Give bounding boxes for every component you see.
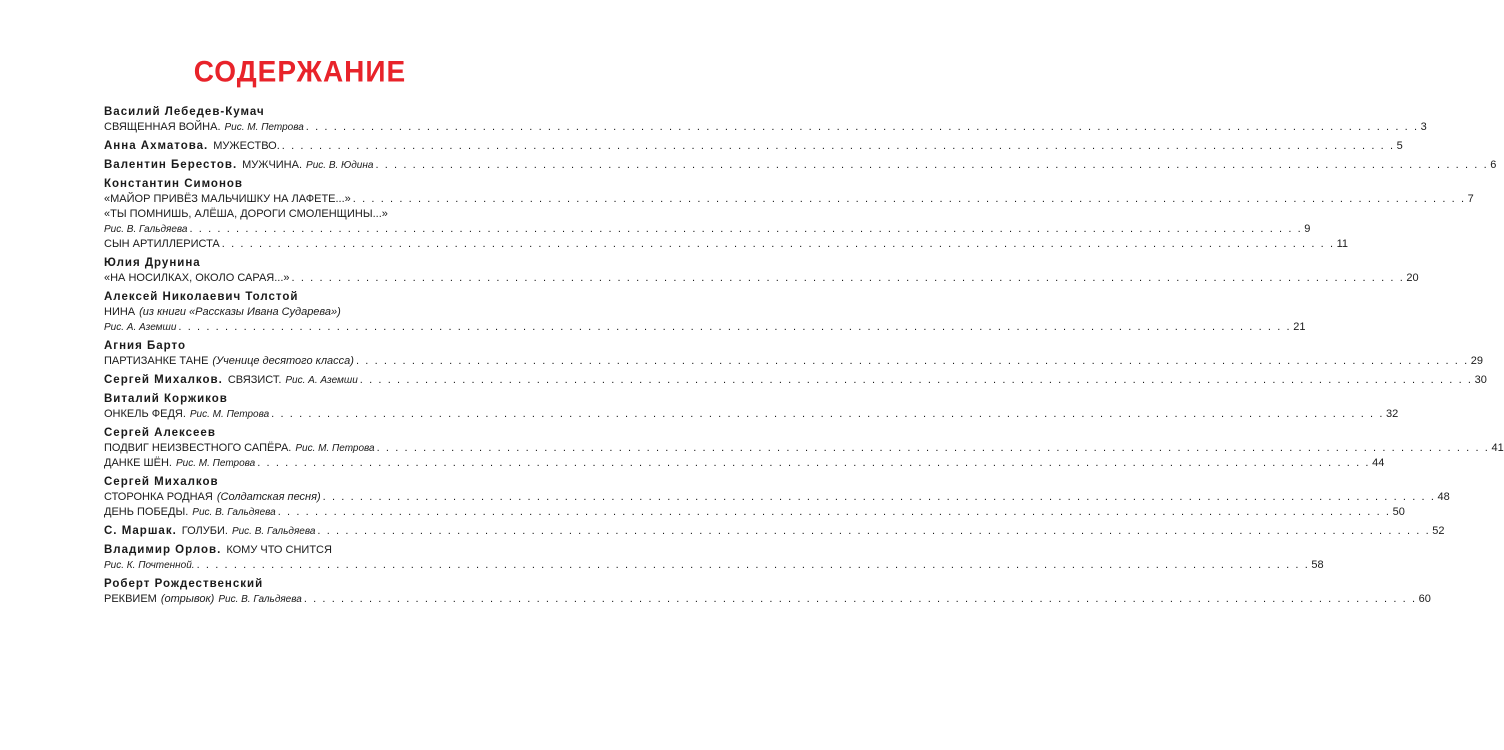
- page-number: 29: [1470, 355, 1484, 367]
- page-number: 60: [1418, 593, 1431, 605]
- toc-line[interactable]: [104, 139, 1403, 154]
- dot-leader: . . . . . . . . . . . . . . . . . . . . . . . . . . . . . . . . . . . . . . . . . . . . . . . . . . . . . . . . . . . . . . . . . . . . . . . . . . . . . . . . . . . . . . . . . . . . . . . . . . . . . . . . . . . . . . . . . . . . . . . .: [355, 355, 1469, 367]
- author-name: Юлия Друнина: [104, 257, 201, 269]
- toc-entry: [104, 475, 1450, 520]
- dot-leader: . . . . . . . . . . . . . . . . . . . . . . . . . . . . . . . . . . . . . . . . . . . . . . . . . . . . . . . . . . . . . . . . . . . . . . . . . . . . . . . . . . . . . . . . . . . . . . . . . . . . . . . . . . . . . . . . . . . . . . . .: [178, 321, 1292, 333]
- author-name: Валентин Берестов.: [104, 159, 238, 171]
- toc-line[interactable]: [104, 490, 1450, 505]
- author-name: Сергей Михалков.: [104, 374, 223, 386]
- work-subtitle: (Ученице десятого класса): [212, 355, 354, 367]
- illustrator-credit: Рис. М. Петрова: [189, 409, 270, 420]
- dot-leader: . . . . . . . . . . . . . . . . . . . . . . . . . . . . . . . . . . . . . . . . . . . . . . . . . . . . . . . . . . . . . . . . . . . . . . . . . . . . . . . . . . . . . . . . . . . . . . . . . . . . . . . . . . . . . . . . . . . . . . . .: [291, 272, 1405, 284]
- toc-line[interactable]: [104, 354, 1484, 369]
- author-name: Василий Лебедев-Кумач: [104, 106, 265, 118]
- author-name: Константин Симонов: [104, 178, 243, 190]
- work-subtitle: (отрывок): [160, 593, 215, 605]
- work-title: ДАНКЕ ШЁН.: [104, 457, 172, 469]
- toc-line[interactable]: [104, 207, 487, 222]
- illustrator-credit: Рис. В. Гальдяева: [192, 507, 276, 518]
- author-name: Алексей Николаевич Толстой: [104, 291, 299, 303]
- dot-leader: . . . . . . . . . . . . . . . . . . . . . . . . . . . . . . . . . . . . . . . . . . . . . . . . . . . . . . . . . . . . . . . . . . . . . . . . . . . . . . . . . . . . . . . . . . . . . . . . . . . . . . . . . . . . . . . . . . . . . . . .: [196, 559, 1310, 571]
- page-number: 50: [1392, 506, 1405, 518]
- dot-leader: . . . . . . . . . . . . . . . . . . . . . . . . . . . . . . . . . . . . . . . . . . . . . . . . . . . . . . . . . . . . . . . . . . . . . . . . . . . . . . . . . . . . . . . . . . . . . . . . . . . . . . . . . . . . . . . . . . . . . . . .: [271, 408, 1384, 420]
- toc-line[interactable]: [104, 271, 1419, 286]
- toc-entry: [104, 256, 1419, 286]
- toc-entry: [104, 426, 1504, 471]
- page-title: СОДЕРЖАНИЕ: [193, 55, 407, 88]
- toc-line[interactable]: [104, 120, 1427, 135]
- author-name: С. Маршак.: [104, 525, 177, 537]
- dot-leader: . . . . . . . . . . . . . . . . . . . . . . . . . . . . . . . . . . . . . . . . . . . . . . . . . . . . . . . . . . . . . . . . . . . . . . . . . . . . . . . . . . . . . . . . . . . . . . . . . . . . . . . . . . . . . . . . . . . . . . . .: [305, 121, 1419, 133]
- toc-line[interactable]: [104, 505, 1405, 520]
- page-number: 41: [1491, 442, 1504, 454]
- dot-leader: . . . . . . . . . . . . . . . . . . . . . . . . . . . . . . . . . . . . . . . . . . . . . . . . . . . . . . . . . . . . . . . . . . . . . . . . . . . . . . . . . . . . . . . . . . . . . . . . . . . . . . . . . . . . . . . . . . . . . . . .: [189, 223, 1303, 235]
- toc-entry: [104, 524, 1445, 539]
- dot-leader: . . . . . . . . . . . . . . . . . . . . . . . . . . . . . . . . . . . . . . . . . . . . . . . . . . . . . . . . . . . . . . . . . . . . . . . . . . . . . . . . . . . . . . . . . . . . . . . . . . . . . . . . . . . . . . . . . . . . . . . .: [277, 506, 1391, 518]
- toc-entry: [104, 177, 1474, 252]
- dot-leader: . . . . . . . . . . . . . . . . . . . . . . . . . . . . . . . . . . . . . . . . . . . . . . . . . . . . . . . . . . . . . . . . . . . . . . . . . . . . . . . . . . . . . . . . . . . . . . . . . . . . . . . . . . . . . . . . . . . . . . . .: [303, 593, 1417, 605]
- toc-entry: [104, 158, 1497, 173]
- page-number: 21: [1293, 321, 1306, 333]
- toc-line[interactable]: [104, 558, 1324, 573]
- page-number: 44: [1372, 457, 1385, 469]
- page-number: 7: [1467, 193, 1474, 205]
- work-title: ПАРТИЗАНКЕ ТАНЕ: [104, 355, 209, 367]
- dot-leader: . . . . . . . . . . . . . . . . . . . . . . . . . . . . . . . . . . . . . . . . . . . . . . . . . . . . . . . . . . . . . . . . . . . . . . . . . . . . . . . . . . . . . . . . . . . . . . . . . . . . . . . . . . . . . . . . . . . . . . . .: [281, 140, 1395, 152]
- illustrator-credit: Рис. М. Петрова: [175, 458, 256, 469]
- work-title: ОНКЕЛЬ ФЕДЯ.: [104, 408, 186, 420]
- toc-line[interactable]: [104, 407, 1399, 422]
- page-number: 6: [1490, 159, 1497, 171]
- toc-line[interactable]: [104, 192, 1474, 207]
- page-number: 32: [1386, 408, 1399, 420]
- toc-line[interactable]: [104, 592, 1431, 607]
- toc-entry: [104, 577, 1431, 607]
- dot-leader: . . . . . . . . . . . . . . . . . . . . . . . . . . . . . . . . . . . . . . . . . . . . . . . . . . . . . . . . . . . . . . . . . . . . . . . . . . . . . . . . . . . . . . . . . . . . . . . . . . . . . . . . . . . . . . . . . . . . . . . .: [221, 238, 1335, 250]
- page-number: 11: [1336, 238, 1349, 250]
- dot-leader: . . . . . . . . . . . . . . . . . . . . . . . . . . . . . . . . . . . . . . . . . . . . . . . . . . . . . . . . . . . . . . . . . . . . . . . . . . . . . . . . . . . . . . . . . . . . . . . . . . . . . . . . . . . . . . . . . . . . . . . .: [322, 491, 1436, 503]
- work-title: «ТЫ ПОМНИШЬ, АЛЁША, ДОРОГИ СМОЛЕНЩИНЫ...»: [104, 208, 388, 220]
- dot-leader: . . . . . . . . . . . . . . . . . . . . . . . . . . . . . . . . . . . . . . . . . . . . . . . . . . . . . . . . . . . . . . . . . . . . . . . . . . . . . . . . . . . . . . . . . . . . . . . . . . . . . . . . . . . . . . . . . . . . . . . .: [257, 457, 1371, 469]
- illustrator-credit: Рис. В. Гальдяева: [231, 526, 316, 537]
- table-of-contents: [104, 105, 1504, 607]
- toc-entry: [104, 290, 1306, 335]
- toc-line[interactable]: [104, 373, 1487, 388]
- toc-entry: [104, 139, 1403, 154]
- author-name: Агния Барто: [104, 340, 187, 352]
- toc-line[interactable]: [104, 543, 487, 558]
- work-title: НИНА: [104, 306, 136, 318]
- toc-entry: [104, 339, 1484, 369]
- author-name: Владимир Орлов.: [104, 544, 222, 556]
- work-title: «НА НОСИЛКАХ, ОКОЛО САРАЯ...»: [104, 272, 290, 284]
- author-name: Сергей Алексеев: [104, 427, 216, 439]
- work-title: КОМУ ЧТО СНИТСЯ: [226, 544, 332, 556]
- author-name: Роберт Рождественский: [104, 578, 264, 590]
- illustrator-credit: Рис. В. Гальдяева: [218, 594, 302, 605]
- illustrator-credit: Рис. А. Аземши: [285, 375, 358, 386]
- toc-line[interactable]: [104, 305, 487, 320]
- author-name: Виталий Коржиков: [104, 393, 228, 405]
- toc-entry: [104, 543, 1324, 573]
- dot-leader: . . . . . . . . . . . . . . . . . . . . . . . . . . . . . . . . . . . . . . . . . . . . . . . . . . . . . . . . . . . . . . . . . . . . . . . . . . . . . . . . . . . . . . . . . . . . . . . . . . . . . . . . . . . . . . . . . . . . . . . .: [376, 442, 1490, 454]
- work-title: ДЕНЬ ПОБЕДЫ.: [104, 506, 189, 518]
- illustrator-credit: Рис. М. Петрова: [295, 443, 375, 454]
- work-title: РЕКВИЕМ: [104, 593, 157, 605]
- work-title: ГОЛУБИ.: [181, 525, 228, 537]
- toc-line[interactable]: [104, 320, 1306, 335]
- work-subtitle: (из книги «Рассказы Ивана Сударева»): [139, 306, 341, 318]
- illustrator-credit: Рис. К. Почтенной.: [104, 560, 195, 571]
- page-number: 20: [1406, 272, 1419, 284]
- page-number: 52: [1432, 525, 1445, 537]
- work-title: СВЯЩЕННАЯ ВОЙНА.: [104, 121, 221, 133]
- author-name: Сергей Михалков: [104, 476, 219, 488]
- page-number: 5: [1396, 140, 1403, 152]
- work-title: СЫН АРТИЛЛЕРИСТА: [104, 238, 220, 250]
- toc-line[interactable]: [104, 456, 1385, 471]
- toc-line[interactable]: [104, 158, 1497, 173]
- toc-line[interactable]: [104, 222, 1311, 237]
- dot-leader: . . . . . . . . . . . . . . . . . . . . . . . . . . . . . . . . . . . . . . . . . . . . . . . . . . . . . . . . . . . . . . . . . . . . . . . . . . . . . . . . . . . . . . . . . . . . . . . . . . . . . . . . . . . . . . . . . . . . . . . .: [375, 159, 1489, 171]
- work-title: МУЖЕСТВО.: [213, 140, 280, 152]
- work-title: СВЯЗИСТ.: [227, 374, 282, 386]
- toc-line[interactable]: [104, 237, 1349, 252]
- dot-leader: . . . . . . . . . . . . . . . . . . . . . . . . . . . . . . . . . . . . . . . . . . . . . . . . . . . . . . . . . . . . . . . . . . . . . . . . . . . . . . . . . . . . . . . . . . . . . . . . . . . . . . . . . . . . . . . . . . . . . . . .: [359, 374, 1473, 386]
- toc-line[interactable]: [104, 441, 1504, 456]
- work-subtitle: (Солдатская песня): [216, 491, 321, 503]
- work-title: ПОДВИГ НЕИЗВЕСТНОГО САПЁРА.: [104, 442, 292, 454]
- illustrator-credit: Рис. М. Петрова: [224, 122, 304, 133]
- toc-entry: [104, 392, 1399, 422]
- dot-leader: . . . . . . . . . . . . . . . . . . . . . . . . . . . . . . . . . . . . . . . . . . . . . . . . . . . . . . . . . . . . . . . . . . . . . . . . . . . . . . . . . . . . . . . . . . . . . . . . . . . . . . . . . . . . . . . . . . . . . . . .: [352, 193, 1466, 205]
- page-number: 48: [1437, 491, 1450, 503]
- illustrator-credit: Рис. А. Аземши: [104, 322, 177, 333]
- toc-line[interactable]: [104, 524, 1445, 539]
- page-number: 3: [1420, 121, 1427, 133]
- illustrator-credit: Рис. В. Гальдяева: [104, 224, 188, 235]
- work-title: «МАЙОР ПРИВЁЗ МАЛЬЧИШКУ НА ЛАФЕТЕ...»: [104, 193, 351, 205]
- illustrator-credit: Рис. В. Юдина: [306, 160, 374, 171]
- page-number: 58: [1311, 559, 1324, 571]
- author-name: Анна Ахматова.: [104, 140, 209, 152]
- work-title: МУЖЧИНА.: [242, 159, 303, 171]
- dot-leader: . . . . . . . . . . . . . . . . . . . . . . . . . . . . . . . . . . . . . . . . . . . . . . . . . . . . . . . . . . . . . . . . . . . . . . . . . . . . . . . . . . . . . . . . . . . . . . . . . . . . . . . . . . . . . . . . . . . . . . . .: [317, 525, 1431, 537]
- page-number: 9: [1304, 223, 1311, 235]
- toc-entry: [104, 373, 1487, 388]
- page-number: 30: [1474, 374, 1487, 386]
- work-title: СТОРОНКА РОДНАЯ: [104, 491, 213, 503]
- toc-entry: [104, 105, 1427, 135]
